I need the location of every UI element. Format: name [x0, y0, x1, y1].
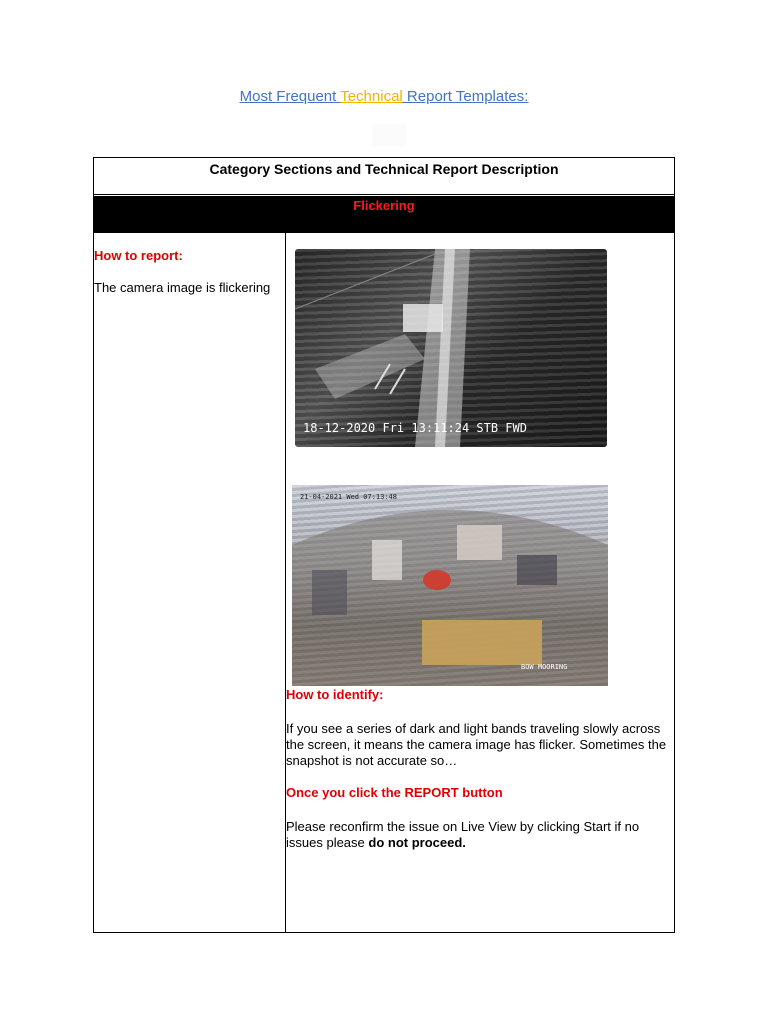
image1-timestamp: 18-12-2020 Fri 13:11:24 STB FWD	[303, 421, 527, 435]
faint-mark	[372, 124, 406, 146]
table-header: Category Sections and Technical Report Description	[94, 158, 674, 195]
reconfirm-text-body: Please reconfirm the issue on Live View by clicking Start if no issues please	[286, 819, 640, 850]
reconfirm-text	[286, 819, 678, 851]
title-part-technical: Technical	[340, 88, 403, 105]
report-template-table	[93, 157, 675, 933]
how-to-report-label: How to report:	[94, 248, 183, 263]
right-column	[286, 233, 674, 932]
document-title	[0, 88, 768, 105]
do-not-proceed-text: do not proceed.	[368, 835, 466, 850]
report-button-label: Once you click the REPORT button	[286, 785, 503, 800]
how-to-identify-text: If you see a series of dark and light bands traveling slowly across the screen, it means the camera image has flicker. Sometimes the snapshot is not accurate so…	[286, 721, 667, 768]
left-column	[94, 248, 284, 295]
title-part-1: Most Frequent	[239, 88, 341, 105]
category-band: Flickering	[94, 196, 674, 233]
image2-caption: BOW MOORING	[521, 663, 568, 671]
image2-timestamp: 21-04-2021 Wed 07:13:48	[300, 493, 397, 501]
title-part-3: Report Templates:	[402, 88, 529, 105]
how-to-identify-label: How to identify:	[286, 687, 384, 702]
flicker-example-image-1	[295, 249, 607, 447]
flicker-example-image-2	[292, 485, 608, 686]
how-to-report-text: The camera image is flickering	[94, 280, 271, 295]
